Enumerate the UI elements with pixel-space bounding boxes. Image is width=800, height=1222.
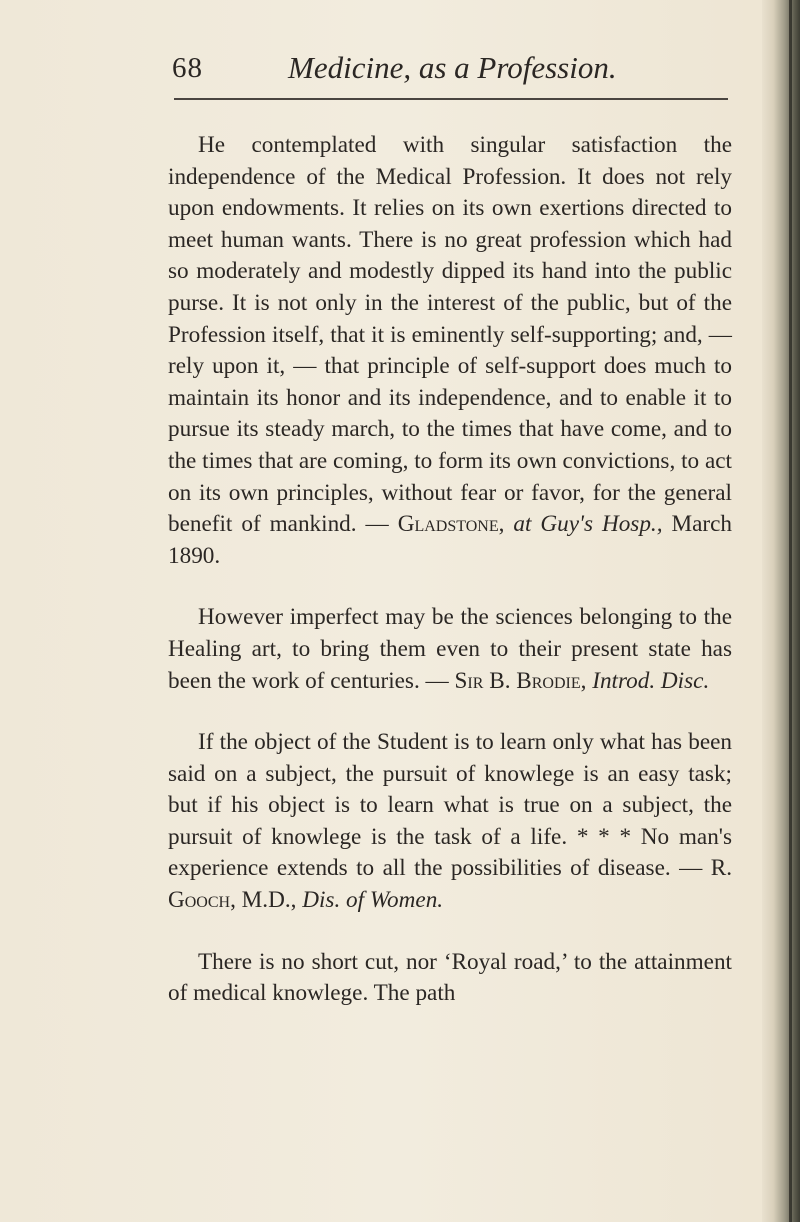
quote-gladstone [168, 130, 732, 572]
quote-date: March 1890. [168, 511, 733, 569]
quote-gooch [168, 727, 732, 917]
quote-source: Introd. Disc. [592, 667, 710, 694]
book-gutter-shadow [762, 0, 800, 1222]
page-header [172, 50, 728, 94]
binding-edge [789, 0, 792, 1222]
quote-author: Gladstone, [397, 511, 505, 538]
running-title: Medicine, as a Profession. [288, 50, 617, 85]
quote-text: There is no short cut, nor ‘Royal road,’ to the attainment of medical knowlege. The path [168, 948, 732, 1007]
quote-text: He contemplated with singular satisfaction the independence of the Medical Profession. It does not rely upon endowments. It relies on its own exertions directed to meet human wants. There is no great profession which had so moderately and modestly dipped its hand into the public purse. It is not only in the interest of the public, but of the Profession itself, that it is eminently self-supporting; and, — rely upon it, — that principle of self-support does much to maintain its honor and its independence, and to enable it to pursue its steady march, to the times that have come, and to the times that are coming, to form its own convictions, to act on its own principles, without fear or favor, for the general benefit of mankind. — [168, 132, 732, 538]
header-rule [174, 98, 728, 100]
quote-source: at Guy's Hosp., [513, 511, 663, 538]
quote-text: If the object of the Student is to learn only what has been said on a subject, the pursuit of knowlege is an easy task; but if his object is to learn what is true on a subject, the pursuit of knowlege is the task of a life. * * * No man's experience extends to all the possibilities of disease. — [168, 729, 732, 882]
quote-continued [168, 947, 732, 1010]
quote-author: Sir B. Brodie, [454, 667, 587, 694]
quote-list [168, 130, 732, 1040]
quote-brodie [168, 602, 732, 697]
quote-author: R. Gooch, M.D., [168, 855, 732, 914]
quote-source: Dis. of Women. [302, 887, 444, 914]
page-number: 68 [172, 52, 203, 84]
quote-text: However imperfect may be the sciences belonging to the Healing art, to bring them even to their present state has been the work of centuries. — [168, 604, 732, 694]
